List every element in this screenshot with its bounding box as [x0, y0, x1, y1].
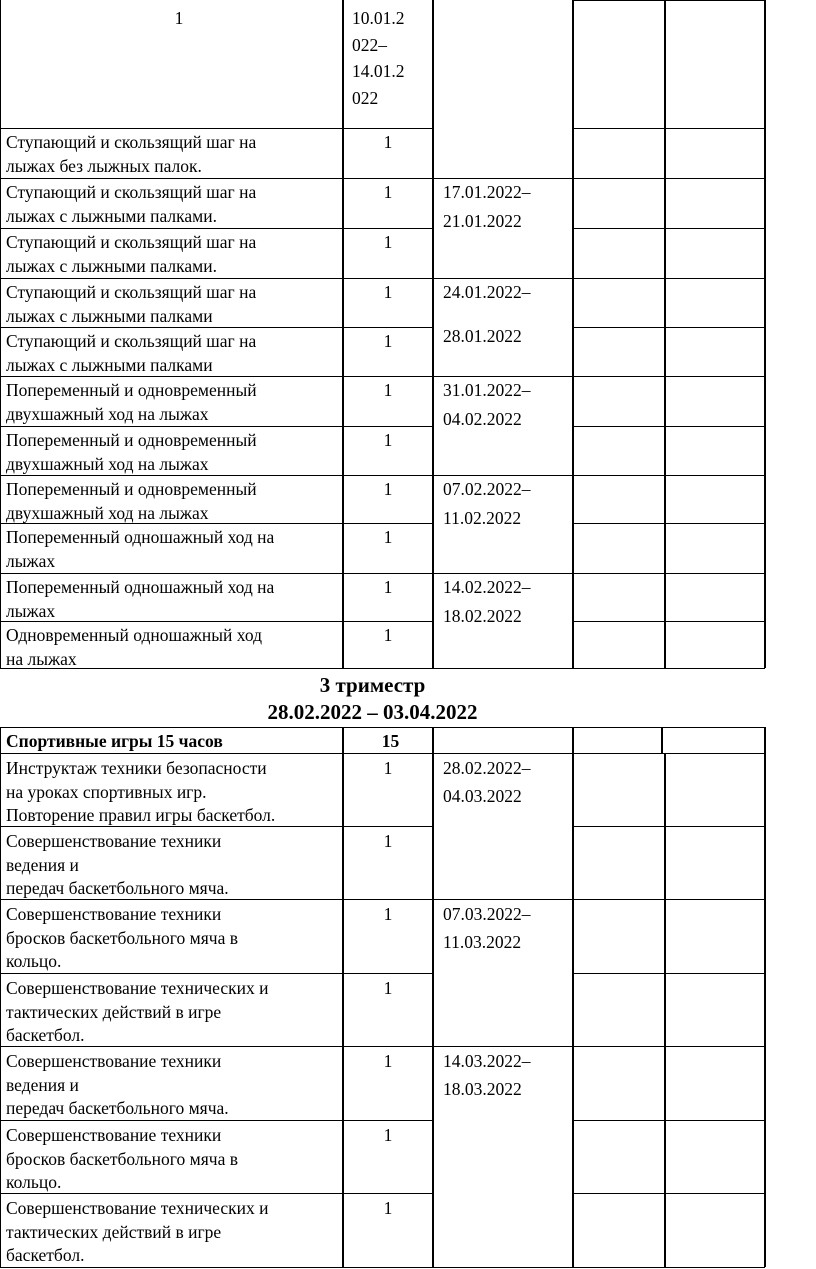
topic-text: Совершенствование техники — [6, 1125, 222, 1145]
table-border — [573, 668, 765, 669]
table-border — [0, 1193, 433, 1194]
topic-text: лыжах — [6, 601, 56, 621]
table-border — [433, 899, 573, 900]
table-border — [573, 327, 765, 328]
date-range: 18.02.2022 — [443, 606, 522, 626]
topic-text: кольцо. — [6, 1172, 62, 1192]
section-header-hours: 15 — [381, 731, 400, 751]
date-range: 17.01.2022– — [443, 182, 531, 202]
hours-value: 1 — [383, 430, 393, 450]
table-border — [573, 426, 765, 427]
table-border — [664, 0, 665, 668]
table-border — [572, 753, 573, 1267]
topic-text: Ступающий и скользящий шаг на — [6, 132, 257, 152]
topic-text: лыжах — [6, 551, 56, 571]
topic-text: Совершенствование технических и — [6, 1198, 269, 1218]
table-border — [433, 668, 573, 669]
hours-value: 1 — [383, 1198, 393, 1218]
date-range: 24.01.2022– — [443, 282, 531, 302]
table-border — [573, 621, 765, 622]
topic-text: на уроках спортивных игр. — [6, 781, 207, 802]
topic-text: ведения и — [6, 1074, 79, 1095]
topic-text: лыжах с лыжными палками — [6, 306, 213, 326]
hours-value: 1 — [383, 625, 393, 645]
topic-text: Ступающий и скользящий шаг на — [6, 182, 257, 202]
table-border — [764, 727, 765, 753]
topic-text: лыжах с лыжными палками. — [6, 206, 217, 226]
row-date-fragment: 022 — [352, 87, 379, 108]
topic-text: Ступающий и скользящий шаг на — [6, 232, 257, 252]
table-border — [572, 0, 573, 668]
hours-value: 1 — [383, 758, 393, 778]
topic-text: Совершенствование техники — [6, 831, 222, 851]
topic-text: Повторение правил игры баскетбол. — [6, 805, 276, 825]
date-range: 28.02.2022– — [443, 758, 531, 778]
row-date-fragment: 10.01.2 — [352, 8, 405, 28]
table-border — [573, 899, 765, 900]
hours-value: 1 — [383, 1125, 393, 1145]
table-border — [573, 1046, 765, 1047]
topic-text: бросков баскетбольного мяча в — [6, 1148, 238, 1169]
hours-value: 1 — [383, 232, 393, 252]
date-range: 28.01.2022 — [443, 326, 522, 346]
topic-text: передач баскетбольного мяча. — [6, 878, 229, 898]
topic-text: Инструктаж техники безопасности — [6, 758, 267, 778]
table-border — [572, 727, 573, 753]
trimester-range: 28.02.2022 – 03.04.2022 — [267, 700, 478, 724]
trimester-title: 3 триместр — [319, 673, 426, 697]
date-range: 11.02.2022 — [443, 508, 522, 528]
hours-value: 1 — [383, 1051, 393, 1071]
table-border — [764, 0, 765, 668]
topic-text: тактических действий в игре — [6, 1221, 222, 1242]
table-border — [433, 1267, 573, 1268]
hours-value: 1 — [383, 282, 393, 302]
topic-text: двухшажный ход на лыжах — [6, 503, 209, 523]
topic-text: Одновременный одношажный ход — [6, 625, 262, 645]
hours-value: 1 — [383, 380, 393, 400]
table-border — [0, 753, 765, 754]
topic-text: тактических действий в игре — [6, 1001, 222, 1022]
topic-text: ведения и — [6, 854, 79, 875]
table-border — [573, 1120, 765, 1121]
topic-text: двухшажный ход на лыжах — [6, 454, 209, 474]
date-range: 21.01.2022 — [443, 211, 522, 231]
date-range: 31.01.2022– — [443, 380, 531, 400]
table-border — [0, 1120, 433, 1121]
date-range: 18.03.2022 — [443, 1079, 522, 1099]
section-header-topic: Спортивные игры 15 часов — [6, 731, 223, 751]
table-border — [573, 376, 765, 377]
table-border — [661, 727, 662, 753]
table-border — [573, 475, 765, 476]
date-range: 11.03.2022 — [443, 932, 522, 952]
topic-text: Попеременный и одновременный — [6, 380, 257, 400]
table-border — [573, 0, 765, 1]
hours-value: 1 — [383, 831, 393, 851]
table-border — [573, 573, 765, 574]
topic-text: бросков баскетбольного мяча в — [6, 927, 238, 948]
table-border — [0, 0, 1, 668]
table-border — [573, 278, 765, 279]
topic-text: Совершенствование технических и — [6, 978, 269, 998]
topic-text: баскетбол. — [6, 1245, 85, 1265]
topic-text: Попеременный и одновременный — [6, 430, 257, 450]
topic-text: Ступающий и скользящий шаг на — [6, 331, 257, 351]
table-border — [764, 753, 765, 1267]
hours-value: 1 — [383, 331, 393, 351]
table-border — [573, 1267, 765, 1268]
table-border — [0, 973, 433, 974]
hours-value: 1 — [383, 182, 393, 202]
date-range: 14.02.2022– — [443, 577, 531, 597]
table-border — [573, 523, 765, 524]
topic-text: на лыжах — [6, 649, 77, 669]
hours-value: 1 — [383, 132, 393, 152]
date-range: 14.03.2022– — [443, 1051, 531, 1071]
date-range: 07.02.2022– — [443, 479, 531, 499]
topic-text: лыжах с лыжными палками — [6, 355, 213, 375]
table-border — [0, 727, 1, 753]
topic-text: Ступающий и скользящий шаг на — [6, 282, 257, 302]
row-date-fragment: 022– — [352, 34, 387, 55]
topic-text: баскетбол. — [6, 1025, 85, 1045]
topic-text: Попеременный и одновременный — [6, 479, 257, 499]
hours-value: 1 — [383, 978, 393, 998]
topic-text: кольцо. — [6, 951, 62, 971]
table-border — [664, 753, 665, 1267]
hours-value: 1 — [383, 479, 393, 499]
row-hours: 1 — [174, 8, 184, 28]
hours-value: 1 — [383, 904, 393, 924]
hours-value: 1 — [383, 577, 393, 597]
topic-text: Совершенствование техники — [6, 904, 222, 924]
table-border — [0, 753, 1, 1267]
table-border — [573, 228, 765, 229]
table-border — [573, 1193, 765, 1194]
table-border — [433, 1046, 573, 1047]
date-range: 04.02.2022 — [443, 409, 522, 429]
topic-text: двухшажный ход на лыжах — [6, 404, 209, 424]
topic-text: лыжах без лыжных палок. — [6, 156, 202, 176]
hours-value: 1 — [383, 527, 393, 547]
row-date-fragment: 14.01.2 — [352, 61, 405, 81]
date-range: 04.03.2022 — [443, 786, 522, 806]
topic-text: лыжах с лыжными палками. — [6, 256, 217, 276]
topic-text: Попеременный одношажный ход на — [6, 527, 275, 547]
topic-text: Совершенствование техники — [6, 1051, 222, 1071]
date-range: 07.03.2022– — [443, 904, 531, 924]
table-border — [573, 973, 765, 974]
table-border — [0, 1267, 433, 1268]
table-border — [573, 178, 765, 179]
topic-text: передач баскетбольного мяча. — [6, 1098, 229, 1118]
table-border — [573, 128, 765, 129]
table-border — [573, 826, 765, 827]
topic-text: Попеременный одношажный ход на — [6, 577, 275, 597]
